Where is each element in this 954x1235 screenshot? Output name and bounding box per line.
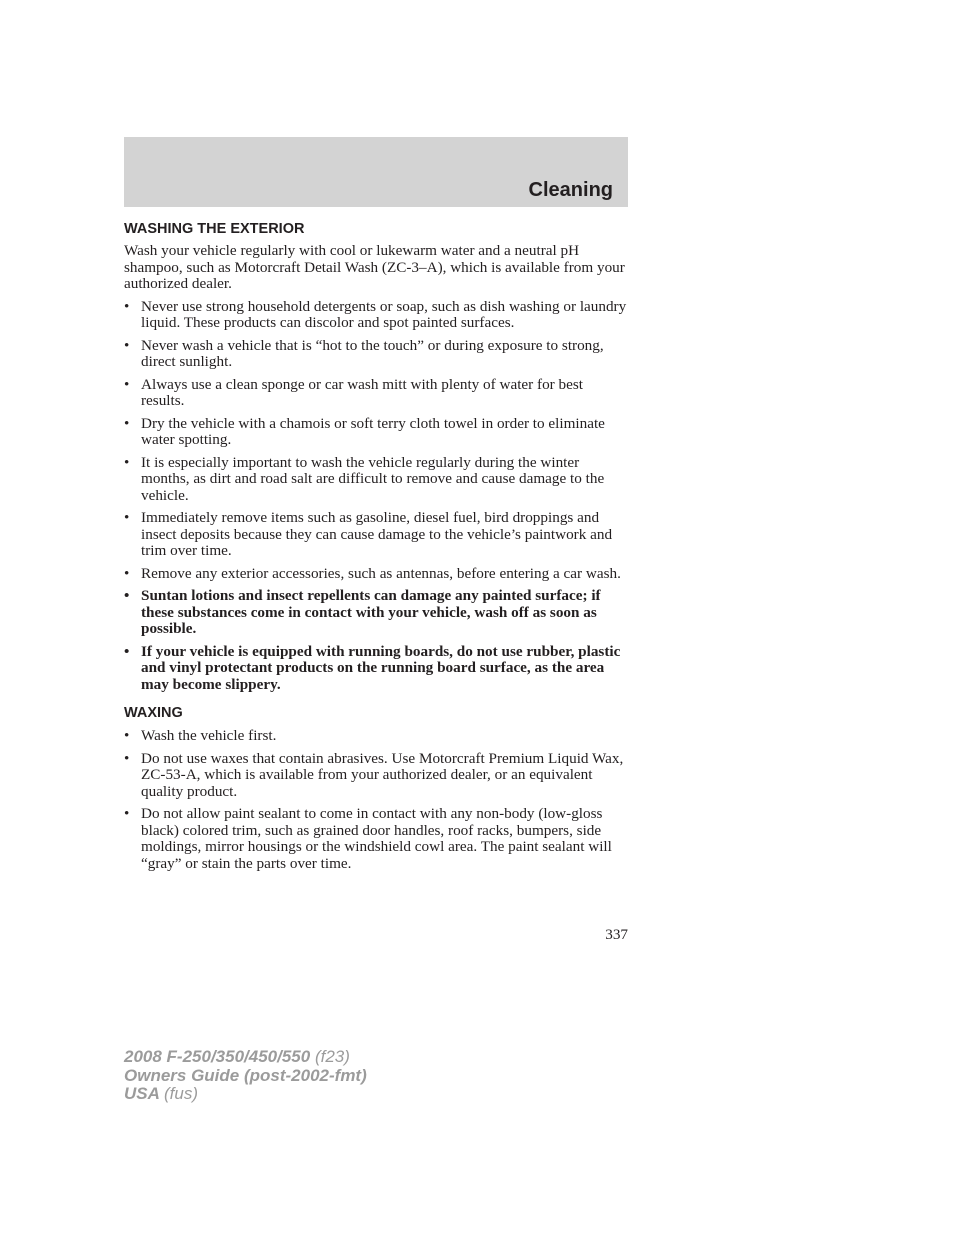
list-item-text: Immediately remove items such as gasoline, diesel fuel, bird droppings and insect deposits because they can cause damage to the vehicle’s paintwork and trim over time. (141, 509, 613, 559)
list-item (124, 455, 628, 505)
list-item-text: Always use a clean sponge or car wash mitt with plenty of water for best results. (141, 375, 583, 409)
list-item (124, 806, 628, 872)
list-item (124, 751, 628, 801)
list-item (124, 416, 628, 449)
list-item (124, 728, 628, 745)
warning-list-item (124, 644, 628, 694)
bullet-icon: • (124, 749, 130, 767)
bullet-icon: • (124, 375, 130, 393)
page-content (124, 220, 628, 878)
washing-intro: Wash your vehicle regularly with cool or lukewarm water and a neutral pH shampoo, such as Motorcraft Detail Wash (ZC-3–A), which is available from your authorized dealer. (124, 242, 625, 292)
document-footer (124, 1048, 367, 1104)
list-item-text: Never use strong household detergents or soap, such as dish washing or laundry liquid. These products can discolor and spot painted surfaces. (141, 297, 627, 331)
footer-line-3 (124, 1085, 367, 1104)
list-item-text: Do not use waxes that contain abrasives. Use Motorcraft Premium Liquid Wax, ZC-53-A, which is available from your authorized dealer, or an equivalent quality product. (141, 749, 624, 800)
footer-model-code: (f23) (314, 1047, 350, 1066)
bullet-icon: • (124, 727, 130, 744)
washing-heading: WASHING THE EXTERIOR (124, 221, 305, 237)
bullet-icon: • (124, 642, 130, 660)
bullet-icon: • (124, 805, 130, 822)
list-item-text: If your vehicle is equipped with running boards, do not use rubber, plastic and vinyl protectant products on the running board surface, as the area may become slippery. (141, 642, 621, 693)
waxing-heading: WAXING (124, 705, 183, 721)
list-item-text: Dry the vehicle with a chamois or soft terry cloth towel in order to eliminate water spotting. (141, 414, 605, 448)
footer-model: 2008 F-250/350/450/550 (124, 1047, 311, 1066)
list-item-text: Remove any exterior accessories, such as antennas, before entering a car wash. (141, 564, 621, 582)
section-header-band (124, 137, 628, 207)
waxing-bullet-list (124, 728, 628, 872)
washing-bullet-list (124, 299, 628, 694)
list-item-text: Never wash a vehicle that is “hot to the touch” or during exposure to strong, direct sunlight. (141, 336, 604, 370)
page-number: 337 (605, 926, 628, 943)
section-title: Cleaning (528, 179, 613, 201)
list-item (124, 566, 628, 583)
footer-market-code: (fus) (164, 1084, 198, 1103)
list-item-text: It is especially important to wash the vehicle regularly during the winter months, as dirt and road salt are difficult to remove and cause damage to the vehicle. (141, 453, 605, 504)
list-item (124, 338, 628, 371)
list-item-text: Suntan lotions and insect repellents can damage any painted surface; if these substances come in contact with your vehicle, wash off as soon as possible. (141, 587, 601, 637)
warning-list-item (124, 588, 628, 638)
bullet-icon: • (124, 336, 130, 354)
list-item-text: Do not allow paint sealant to come in contact with any non-body (low-gloss black) colored trim, such as grained door handles, roof racks, bumpers, side moldings, mirror housings or the windshield cowl area. The paint sealant will “gray” or stain the parts over time. (141, 805, 612, 872)
bullet-icon: • (124, 564, 130, 582)
footer-line-2: Owners Guide (post-2002-fmt) (124, 1065, 367, 1085)
bullet-icon: • (124, 414, 130, 432)
list-item-text: Wash the vehicle first. (141, 727, 277, 744)
list-item (124, 510, 628, 560)
bullet-icon: • (124, 509, 130, 526)
list-item (124, 377, 628, 410)
bullet-icon: • (124, 297, 130, 315)
footer-market: USA (124, 1084, 160, 1103)
list-item (124, 299, 628, 332)
bullet-icon: • (124, 587, 130, 604)
footer-line-1 (124, 1048, 367, 1067)
bullet-icon: • (124, 453, 130, 471)
